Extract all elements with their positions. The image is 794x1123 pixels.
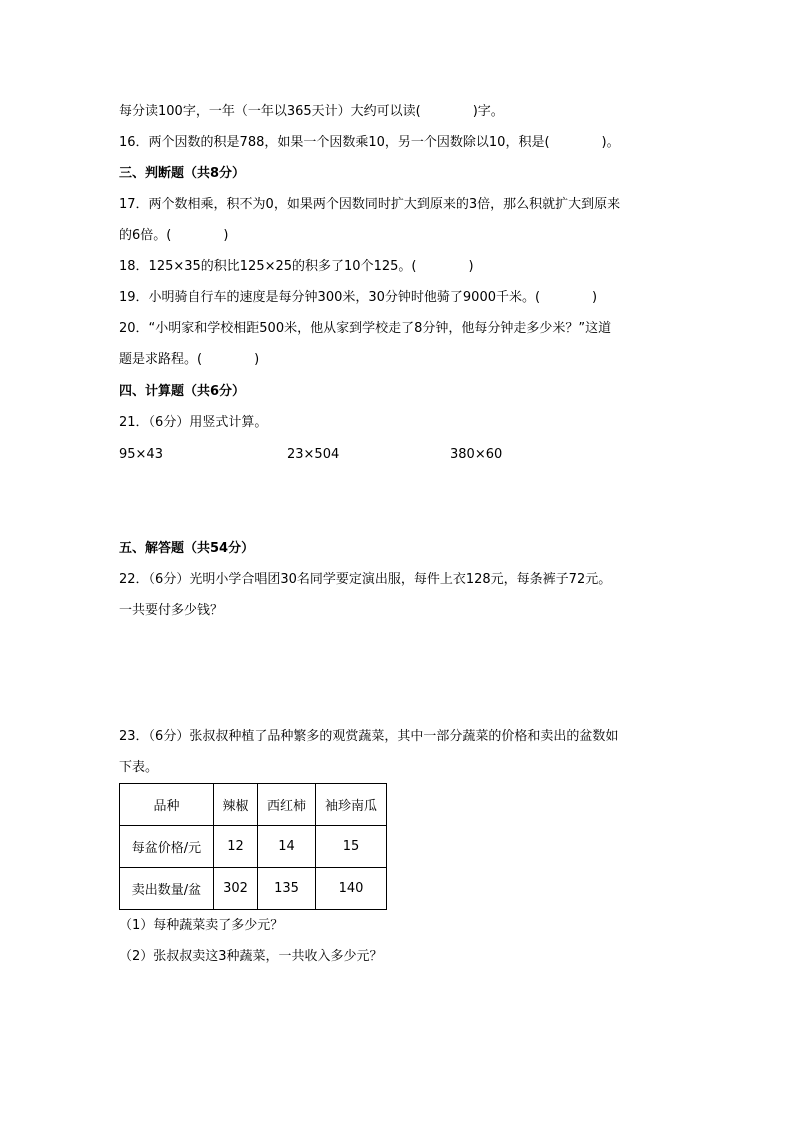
calc-item-2: 23×504 bbox=[287, 447, 340, 462]
question-23-sub-2: （2）张叔叔卖这3种蔬菜，一共收入多少元？ bbox=[119, 949, 383, 964]
table-header-cell: 辣椒 bbox=[214, 784, 258, 826]
question-19: 19．小明骑自行车的速度是每分钟300米，30分钟时他骑了9000千米。( ) bbox=[119, 290, 598, 305]
table-header-cell: 西红柿 bbox=[258, 784, 316, 826]
table-header-row bbox=[120, 784, 387, 826]
table-header-cell: 品种 bbox=[120, 784, 214, 826]
table-row bbox=[120, 868, 387, 910]
question-23-sub-1: （1）每种蔬菜卖了多少元？ bbox=[119, 918, 284, 933]
table-cell: 302 bbox=[214, 868, 258, 910]
table-cell: 14 bbox=[258, 826, 316, 868]
question-15-continuation: 每分读100字，一年（一年以365天计）大约可以读( )字。 bbox=[119, 104, 504, 119]
table-cell: 卖出数量/盆 bbox=[120, 868, 214, 910]
calc-item-3: 380×60 bbox=[450, 447, 503, 462]
question-22-line-1: 22．（6分）光明小学合唱团30名同学要定演出服，每件上衣128元，每条裤子72元。 bbox=[119, 572, 612, 587]
table-cell: 135 bbox=[258, 868, 316, 910]
section-4-heading: 四、计算题（共6分） bbox=[119, 384, 246, 399]
calc-item-1: 95×43 bbox=[119, 447, 163, 462]
question-22-line-2: 一共要付多少钱？ bbox=[119, 603, 224, 618]
question-20-line-1: 20．“小明家和学校相距500米，他从家到学校走了8分钟，他每分钟走多少米？”这道 bbox=[119, 321, 612, 336]
question-23-line-2: 下表。 bbox=[119, 760, 159, 775]
question-23-line-1: 23．（6分）张叔叔种植了品种繁多的观赏蔬菜，其中一部分蔬菜的价格和卖出的盆数如 bbox=[119, 729, 619, 744]
table-header-cell: 袖珍南瓜 bbox=[316, 784, 387, 826]
table-cell: 15 bbox=[316, 826, 387, 868]
question-21: 21．（6分）用竖式计算。 bbox=[119, 415, 268, 430]
table-row bbox=[120, 826, 387, 868]
question-17-line-1: 17．两个数相乘，积不为0，如果两个因数同时扩大到原来的3倍，那么积就扩大到原来 bbox=[119, 197, 621, 212]
section-5-heading: 五、解答题（共54分） bbox=[119, 541, 255, 556]
section-3-heading: 三、判断题（共8分） bbox=[119, 166, 246, 181]
vegetable-price-table bbox=[119, 783, 387, 910]
table-cell: 12 bbox=[214, 826, 258, 868]
table-cell: 每盆价格/元 bbox=[120, 826, 214, 868]
question-16: 16．两个因数的积是788，如果一个因数乘10，另一个因数除以10，积是( )。 bbox=[119, 135, 620, 150]
question-17-line-2: 的6倍。( ) bbox=[119, 228, 229, 243]
question-20-line-2: 题是求路程。( ) bbox=[119, 352, 260, 367]
question-18: 18．125×35的积比125×25的积多了10个125。( ) bbox=[119, 259, 474, 274]
table-cell: 140 bbox=[316, 868, 387, 910]
